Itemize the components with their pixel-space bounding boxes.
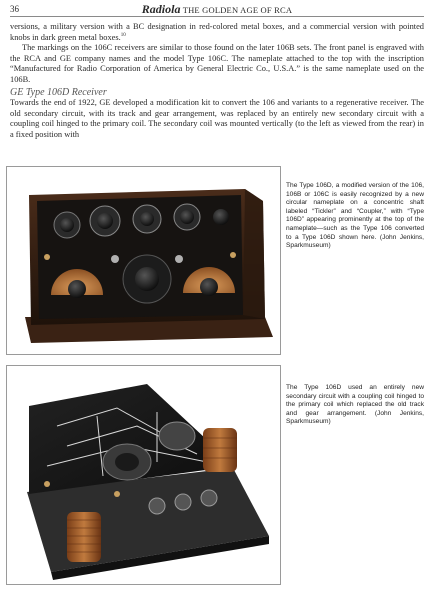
photo-radio-front	[6, 166, 281, 355]
page-number: 36	[10, 4, 19, 14]
paragraph-1-text: versions, a military version with a BC designation in red-colored metal boxes, and a commercial version with pointed knobs in dark green metal boxes.	[10, 22, 424, 42]
radio-front-illustration	[7, 167, 280, 354]
running-header	[10, 2, 424, 17]
paragraph-2: The markings on the 106C receivers are similar to those found on the later 106B sets. The front panel is engraved with the RCA and GE company names and the model Type 106C. The nameplate attached to the top with the inscription “Manufactured for Radio Corporation of America by General Electric Co., U.S.A.” is the same nameplate used on the 106B.	[10, 43, 424, 84]
caption-radio-interior: The Type 106D used an entirely new secondary circuit with a coupling coil hinged to the primary coil which replaced the old track and gear arrangement. (John Jenkins, Sparkmuseum)	[286, 384, 424, 426]
running-title-subtitle: THE GOLDEN AGE OF RCA	[182, 5, 293, 15]
footnote-marker: 10	[120, 32, 126, 38]
section-heading: GE Type 106D Receiver	[10, 86, 107, 98]
running-title	[10, 2, 424, 17]
paragraph-3: Towards the end of 1922, GE developed a modification kit to convert the 106 and variants to a regenerative receiver. The old secondary circuit, with its track and gear arrangement, was replaced by an entirely new secondary circuit with a coupling coil hinged to the primary coil. The secondary coil was mounted vertically (to the left as viewed from the rear) in a fixed position with	[10, 98, 424, 139]
running-title-brand: Radiola	[141, 2, 181, 16]
caption-radio-front: The Type 106D, a modified version of the 106, 106B or 106C is easily recognized by a new circular nameplate on a concentric shaft labeled “Tickler” and “Coupler,” with “Type 106D” appearing prominently at the top of the nameplate—such as the Type 106 converted to a Type 106D shown here. (John Jenkins, Sparkmuseum)	[286, 182, 424, 250]
photo-radio-interior	[6, 365, 281, 585]
body-text	[10, 22, 424, 141]
radio-interior-illustration	[7, 366, 280, 584]
paragraph-1	[10, 22, 424, 43]
